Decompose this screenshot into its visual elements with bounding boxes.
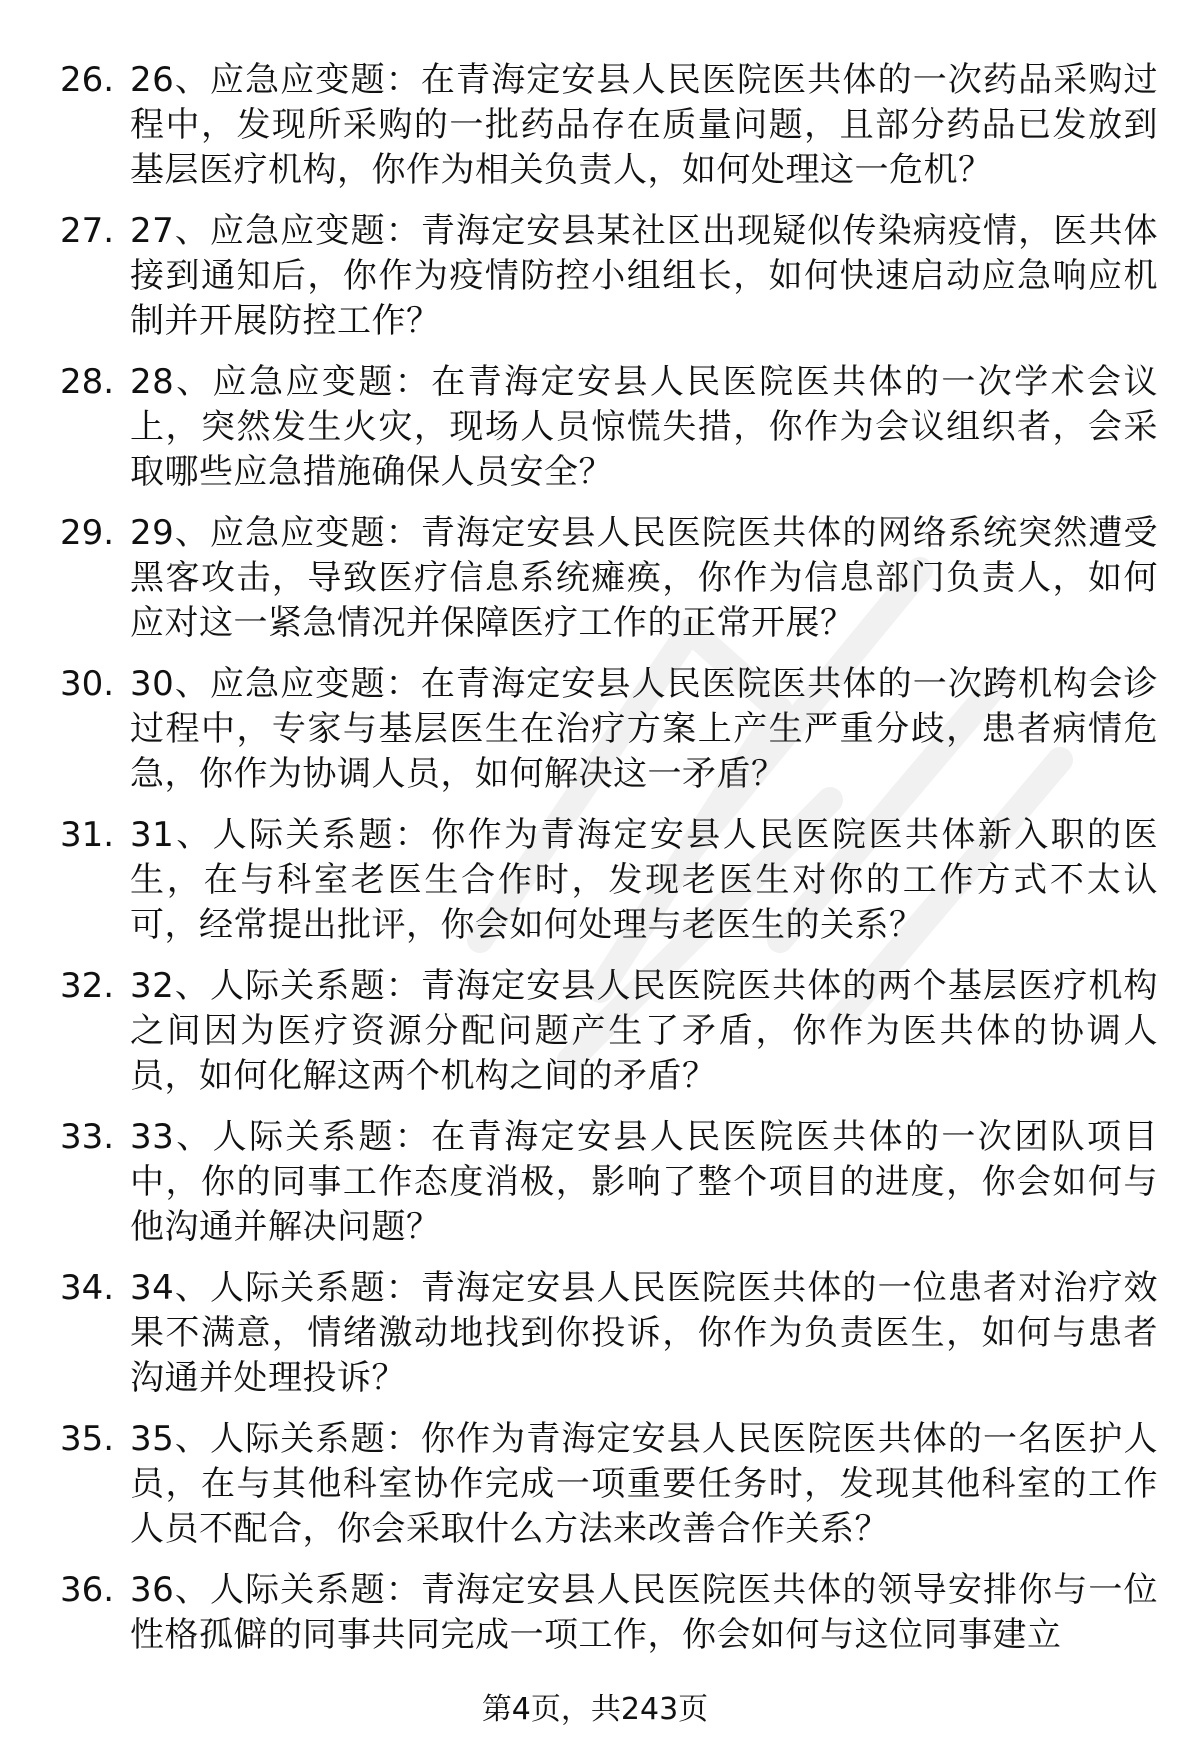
question-number: 31. — [60, 815, 115, 855]
question-text: 33、人际关系题：在青海定安县人民医院医共体的一次团队项目中，你的同事工作态度消极，影响了整个项目的进度，你会如何与他沟通并解决问题？ — [130, 1117, 1158, 1247]
question-item-27 — [60, 209, 1158, 344]
question-text: 31、人际关系题：你作为青海定安县人民医院医共体新入职的医生，在与科室老医生合作时，发现老医生对你的工作方式不太认可，经常提出批评，你会如何处理与老医生的关系？ — [130, 815, 1158, 945]
question-number: 26. — [60, 60, 115, 100]
question-item-33 — [60, 1115, 1158, 1250]
question-item-31 — [60, 813, 1158, 948]
question-text: 34、人际关系题：青海定安县人民医院医共体的一位患者对治疗效果不满意，情绪激动地找到你投诉，你作为负责医生，如何与患者沟通并处理投诉？ — [130, 1268, 1158, 1398]
question-item-30 — [60, 662, 1158, 797]
question-item-34 — [60, 1266, 1158, 1401]
question-number: 34. — [60, 1268, 115, 1308]
page-number-footer: 第4页，共243页 — [481, 1692, 709, 1727]
question-item-26 — [60, 58, 1158, 193]
question-item-28 — [60, 360, 1158, 495]
question-item-36 — [60, 1568, 1158, 1658]
question-text: 26、应急应变题：在青海定安县人民医院医共体的一次药品采购过程中，发现所采购的一批药品存在质量问题，且部分药品已发放到基层医疗机构，你作为相关负责人，如何处理这一危机？ — [130, 60, 1158, 190]
question-item-35 — [60, 1417, 1158, 1552]
question-text: 32、人际关系题：青海定安县人民医院医共体的两个基层医疗机构之间因为医疗资源分配问题产生了矛盾，你作为医共体的协调人员，如何化解这两个机构之间的矛盾？ — [130, 966, 1158, 1096]
question-text: 27、应急应变题：青海定安县某社区出现疑似传染病疫情，医共体接到通知后，你作为疫情防控小组组长，如何快速启动应急响应机制并开展防控工作？ — [130, 211, 1158, 341]
question-number: 27. — [60, 211, 115, 251]
question-number: 30. — [60, 664, 115, 704]
question-number: 28. — [60, 362, 115, 402]
question-number: 29. — [60, 513, 115, 553]
question-item-29 — [60, 511, 1158, 646]
question-number: 35. — [60, 1419, 115, 1459]
question-text: 35、人际关系题：你作为青海定安县人民医院医共体的一名医护人员，在与其他科室协作完成一项重要任务时，发现其他科室的工作人员不配合，你会采取什么方法来改善合作关系？ — [130, 1419, 1158, 1549]
question-number: 33. — [60, 1117, 115, 1157]
question-text: 30、应急应变题：在青海定安县人民医院医共体的一次跨机构会诊过程中，专家与基层医生在治疗方案上产生严重分歧，患者病情危急，你作为协调人员，如何解决这一矛盾？ — [130, 664, 1158, 794]
question-text: 36、人际关系题：青海定安县人民医院医共体的领导安排你与一位性格孤僻的同事共同完成一项工作，你会如何与这位同事建立 — [130, 1570, 1158, 1655]
question-number: 36. — [60, 1570, 115, 1610]
question-number: 32. — [60, 966, 115, 1006]
question-list — [60, 58, 1158, 1674]
question-text: 28、应急应变题：在青海定安县人民医院医共体的一次学术会议上，突然发生火灾，现场人员惊慌失措，你作为会议组织者，会采取哪些应急措施确保人员安全？ — [130, 362, 1158, 492]
question-item-32 — [60, 964, 1158, 1099]
question-text: 29、应急应变题：青海定安县人民医院医共体的网络系统突然遭受黑客攻击，导致医疗信息系统瘫痪，你作为信息部门负责人，如何应对这一紧急情况并保障医疗工作的正常开展？ — [130, 513, 1158, 643]
